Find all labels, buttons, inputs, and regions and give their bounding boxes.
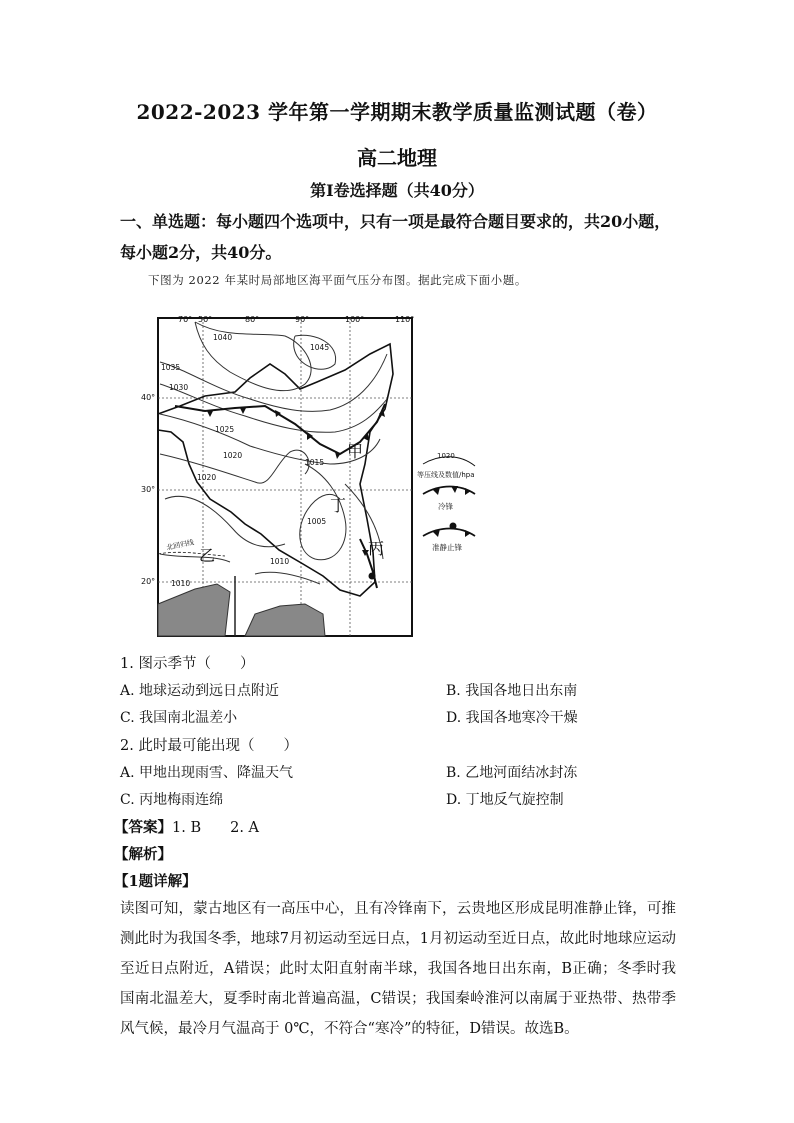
detail-label: 【1题详解】 [114,873,197,890]
lon-label: 70° [178,315,193,324]
lat-label: 40° [141,393,156,402]
region-bing: 丙 [368,539,385,558]
part-title: 第Ⅰ卷选择题（共40分） [310,181,484,200]
q1-option-a: A. 地球运动到远日点附近 [120,683,280,699]
answer-label: 【答案】 [114,819,172,836]
exam-title: 2022-2023 学年第一学期期末教学质量监测试题（卷） [136,100,658,124]
answer-line [114,816,259,837]
q2-option-d: D. 丁地反气旋控制 [446,792,564,808]
q2-option-b: B. 乙地河面结冰封冻 [446,765,578,781]
isobar-label: 1025 [215,425,235,434]
legend-isobar-value: 1020 [437,452,455,460]
map-legend [417,452,475,552]
map-intro: 下图为 2022 年某时局部地区海平面气压分布图。据此完成下面小题。 [148,273,527,287]
legend-isobar-label: 等压线及数值/hpa [417,471,475,479]
lat-label: 20° [141,577,156,586]
isobar-label: 1045 [310,343,330,352]
question-1-stem: 1. 图示季节（ ） [120,656,255,672]
q1-option-d: D. 我国各地寒冷干燥 [446,710,578,726]
pressure-map [141,314,480,644]
isobar-label: 1020 [197,473,217,482]
region-yi: 乙 [199,546,216,565]
legend-cold-front: 冷锋 [438,502,453,511]
region-jia: 甲 [347,442,364,461]
answer-values: 1. B 2. A [172,820,260,836]
isobar-label: 1015 [305,458,325,467]
legend-stationary-front: 准静止锋 [432,543,462,552]
lon-label: 110° [395,315,415,324]
isobar-label: 1040 [213,333,233,342]
subject-title: 高二地理 [357,146,437,170]
lon-label: 50° [198,315,213,324]
q2-option-a: A. 甲地出现雨雪、降温天气 [120,765,294,781]
q1-option-c: C. 我国南北温差小 [120,710,238,726]
detail-paragraph: 读图可知，蒙古地区有一高压中心，且有冷锋南下，云贵地区形成昆明准静止锋，可推测此时为我国冬季，地球7月初运动至远日点，1月初运动至近日点，故此时地球应运动至近日点附近，A错误；此时太阳直射南半球，我国各地日出东南，B正确；冬季时我国南北温差大，夏季时南北普遍高温，C错误；我国秦岭淮河以南属于亚热带、热带季风气候，最冷月气温高于 0℃，不符合“寒冷”的特征，D错误。故选B。 [120,901,676,1037]
q2-option-c: C. 丙地梅雨连绵 [120,792,224,808]
lon-label: 100° [345,315,365,324]
tropic-label: 北回归线 [165,538,195,552]
isobar-label: 1030 [169,383,189,392]
isobar-label: 1010 [270,557,290,566]
section-heading: 一、单选题：每小题四个选项中，只有一项是最符合题目要求的，共20小题，每小题2分，共40分。 [120,212,671,262]
isobar-label: 1035 [161,363,181,372]
isobar-label: 1005 [307,517,327,526]
region-ding: 丁 [330,496,347,515]
lon-label: 90° [295,315,310,324]
q1-option-b: B. 我国各地日出东南 [446,683,578,699]
isobar-label: 1020 [223,451,243,460]
question-2-stem: 2. 此时最可能出现（ ） [120,738,298,754]
analysis-label: 【解析】 [114,846,172,863]
lat-label: 30° [141,485,156,494]
lon-label: 80° [245,315,260,324]
isobar-label: 1010 [171,579,191,588]
